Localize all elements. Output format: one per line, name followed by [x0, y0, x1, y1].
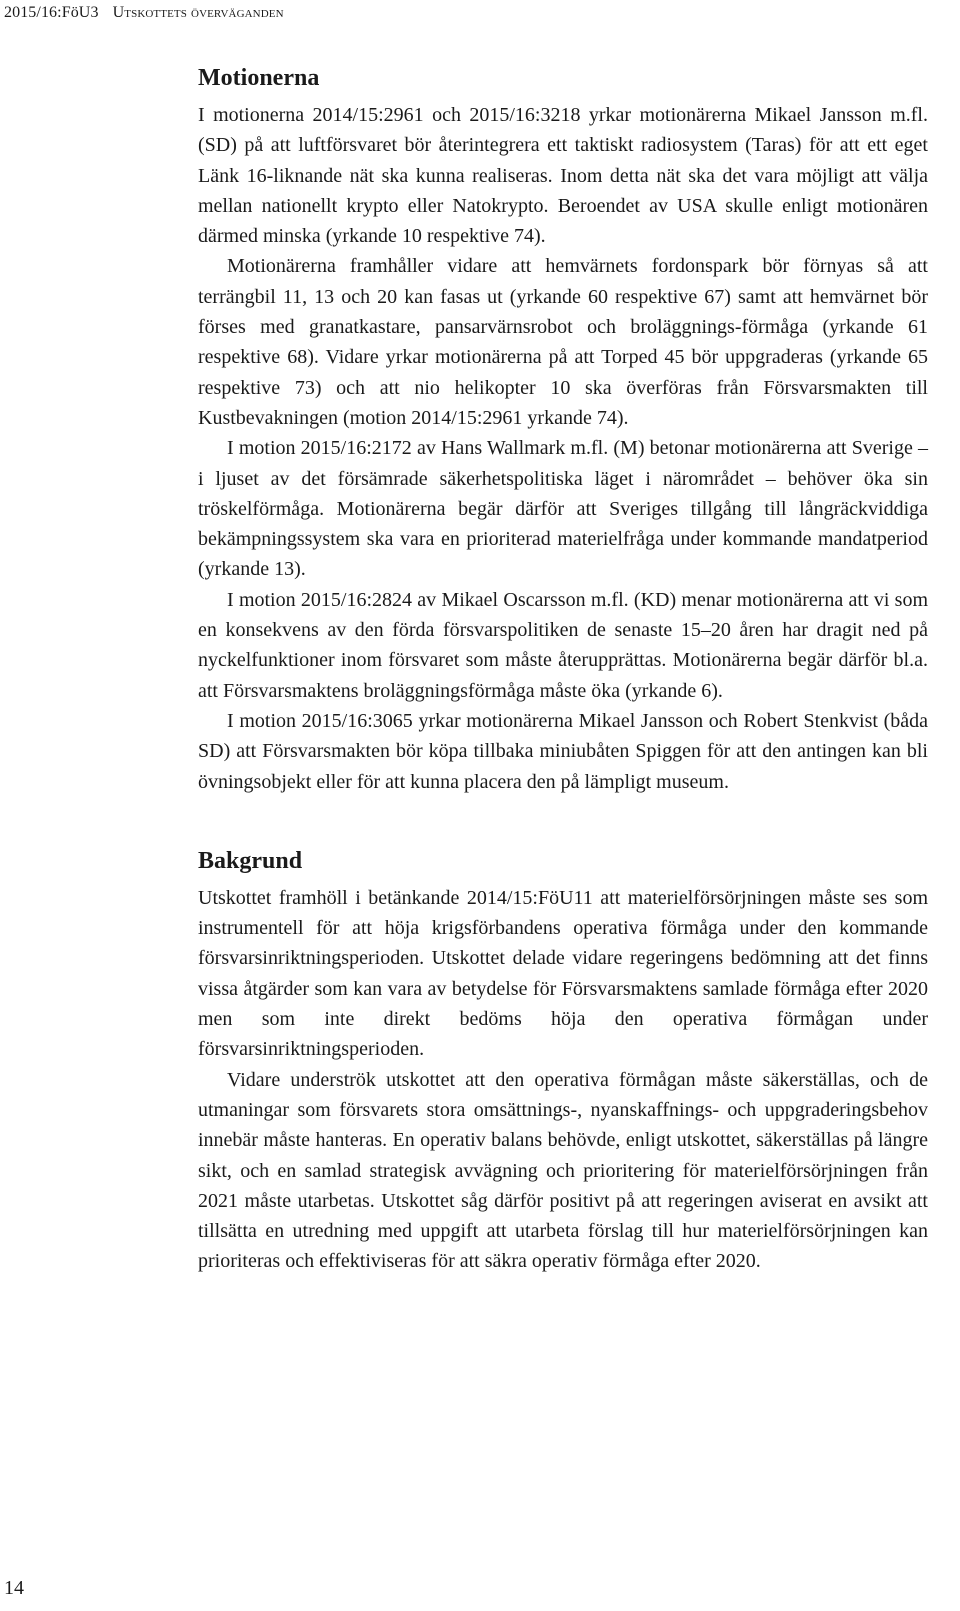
section-heading: Motionerna: [198, 65, 320, 91]
section-motionerna: [198, 58, 928, 797]
paragraph: I motion 2015/16:2172 av Hans Wallmark m.fl. (M) betonar motionärerna att Sverige – i ljuset av det försämrade säkerhetspolitiska läget i närområdet – behöver öka sin tröskelförmåga. Motionärerna begär därför att Sveriges tillgång till långräckviddiga bekämpningssystem ska vara en prioriterad materielfråga under kommande mandatperiod (yrkande 13).: [198, 437, 928, 581]
running-header: [4, 4, 284, 22]
paragraph: I motion 2015/16:2824 av Mikael Oscarsson m.fl. (KD) menar motionärerna att vi som en konsekvens av den förda försvarspolitiken de senaste 15–20 åren har dragit ned på nyckelfunktioner inom försvaret som måste återupprättas. Motionärerna begär därför bl.a. att Försvarsmaktens broläggningsförmåga måste öka (yrkande 6).: [198, 588, 928, 702]
document-body: [198, 58, 928, 1277]
document-id: 2015/16:FöU3: [4, 4, 99, 21]
page-number: 14: [4, 1577, 24, 1599]
section-title: Utskottets överväganden: [112, 4, 284, 21]
section-bakgrund: [198, 841, 928, 1277]
paragraph: I motion 2015/16:3065 yrkar motionärerna Mikael Jansson och Robert Stenkvist (båda SD) att Försvarsmakten bör köpa tillbaka miniubåten Spiggen för att den antingen kan bli övningsobjekt eller för att kunna placera den på lämpligt museum.: [198, 709, 928, 793]
paragraph: Vidare underströk utskottet att den operativa förmågan måste säkerställas, och de utmaningar som försvarets stora omsättnings-, nyanskaffnings- och uppgraderingsbehov innebär måste hanteras. En operativ balans behövde, enligt utskottet, säkerställas på längre sikt, och en samlad strategisk avvägning och prioritering för materielförsörjningen från 2021 måste utarbetas. Utskottet såg därför positivt på att regeringen aviserat en avsikt att tillsätta en utredning med uppgift att utarbeta förslag till hur materielförsörjningen kan prioriteras och effektiviseras för att säkra operativ förmåga efter 2020.: [198, 1068, 928, 1273]
paragraph: Utskottet framhöll i betänkande 2014/15:FöU11 att materielförsörjningen måste ses som instrumentell för att höja krigsförbandens operativa förmåga under den kommande försvarsinriktningsperioden. Utskottet delade vidare regeringens bedömning att det finns vissa åtgärder som kan vara av betydelse för Försvarsmaktens samlade förmåga efter 2020 men som inte direkt bedöms höja den operativa förmågan under försvarsinriktningsperioden.: [198, 886, 928, 1061]
section-heading: Bakgrund: [198, 847, 303, 874]
paragraph: Motionärerna framhåller vidare att hemvärnets fordonspark bör förnyas så att terrängbil 11, 13 och 20 kan fasas ut (yrkande 60 respektive 67) samt att hemvärnet bör förses med granatkastare, pansarvärnsrobot och broläggnings-förmåga (yrkande 61 respektive 68). Vidare yrkar motionärerna på att Torped 45 bör uppgraderas (yrkande 65 respektive 73) och att nio helikopter 10 ska överföras från Försvarsmakten till Kustbevakningen (motion 2014/15:2961 yrkande 74).: [198, 255, 928, 429]
paragraph: I motionerna 2014/15:2961 och 2015/16:3218 yrkar motionärerna Mikael Jansson m.fl. (SD) på att luftförsvaret bör återintegrera ett taktiskt radiosystem (Taras) för att ett eget Länk 16-liknande nät ska kunna realiseras. Inom detta nät ska det vara möjligt att välja mellan nationellt krypto eller Natokrypto. Beroendet av USA skulle enligt motionären därmed minska (yrkande 10 respektive 74).: [198, 104, 928, 248]
